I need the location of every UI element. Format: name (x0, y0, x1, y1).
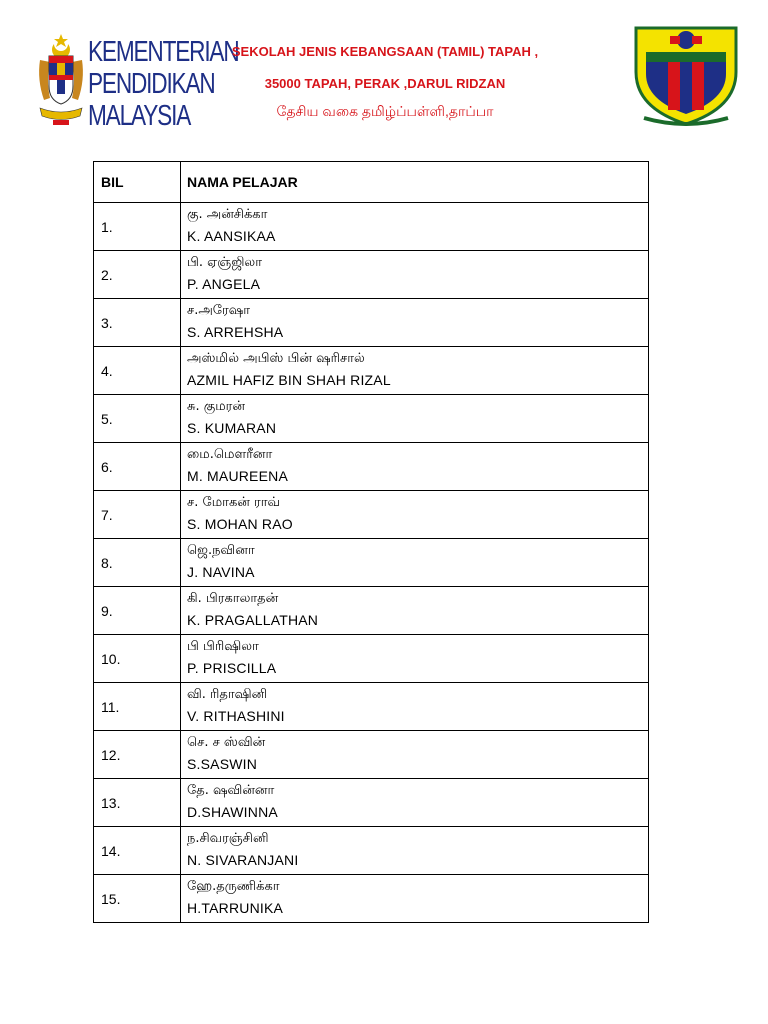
student-name-latin: V. RITHASHINI (187, 708, 285, 724)
ministry-logo-text (88, 36, 239, 132)
student-name-tamil: பி பிரிஷிலா (187, 639, 259, 654)
student-name-cell (181, 491, 649, 539)
header-bil: BIL (94, 162, 181, 203)
student-name-cell (181, 635, 649, 683)
table-row (94, 683, 649, 731)
student-name-cell (181, 539, 649, 587)
malaysia-coat-of-arms-icon (36, 30, 86, 135)
student-name-latin: S. KUMARAN (187, 420, 277, 436)
school-badge-icon (624, 22, 748, 126)
row-number: 4. (94, 347, 181, 395)
table-row (94, 491, 649, 539)
table-row (94, 731, 649, 779)
student-name-latin: D.SHAWINNA (187, 804, 278, 820)
page-header (0, 0, 768, 140)
table-row (94, 587, 649, 635)
table-row (94, 635, 649, 683)
student-name-cell (181, 875, 649, 923)
student-name-latin: S.SASWIN (187, 756, 258, 772)
student-name-cell (181, 683, 649, 731)
student-name-tamil: ஜெ.நவினா (187, 543, 255, 558)
student-list-table (93, 161, 649, 923)
table-row (94, 395, 649, 443)
row-number: 11. (94, 683, 181, 731)
table-row (94, 299, 649, 347)
student-name-tamil: ச. மோகன் ராவ் (187, 495, 280, 510)
student-name-cell (181, 347, 649, 395)
row-number: 3. (94, 299, 181, 347)
school-name: SEKOLAH JENIS KEBANGSAAN (TAMIL) TAPAH , (231, 44, 539, 59)
student-name-tamil: ச.அரேஷா (187, 303, 251, 318)
student-name-tamil: கு. அன்சிக்கா (187, 207, 268, 222)
student-name-cell (181, 251, 649, 299)
student-name-cell (181, 443, 649, 491)
student-name-tamil: செ. ச ஸ்வின் (187, 735, 266, 750)
table-row (94, 539, 649, 587)
row-number: 8. (94, 539, 181, 587)
student-name-tamil: அஸ்மில் அபிஸ் பின் ஷரிசால் (187, 351, 365, 366)
ministry-logo-line: MALAYSIA (88, 100, 191, 132)
student-name-latin: N. SIVARANJANI (187, 852, 299, 868)
student-name-tamil: கி. பிரகாலாதன் (187, 591, 279, 606)
table-row (94, 875, 649, 923)
row-number: 13. (94, 779, 181, 827)
table-row (94, 827, 649, 875)
student-name-tamil: வி. ரிதாஷினி (187, 687, 268, 702)
student-name-tamil: ஹே.தருணிக்கா (187, 879, 280, 894)
student-name-latin: M. MAUREENA (187, 468, 288, 484)
ministry-logo-line: KEMENTERIAN (88, 36, 239, 68)
student-name-cell (181, 395, 649, 443)
ministry-logo-line: PENDIDIKAN (88, 68, 215, 100)
table-row (94, 251, 649, 299)
row-number: 5. (94, 395, 181, 443)
student-name-cell (181, 731, 649, 779)
student-name-latin: S. ARREHSHA (187, 324, 284, 340)
student-name-tamil: தே. ஷவின்னா (187, 783, 275, 798)
student-name-tamil: ந.சிவரஞ்சினி (187, 831, 269, 846)
row-number: 2. (94, 251, 181, 299)
row-number: 10. (94, 635, 181, 683)
row-number: 15. (94, 875, 181, 923)
student-name-tamil: பி. ஏஞ்ஜிலா (187, 255, 263, 270)
student-name-cell (181, 203, 649, 251)
school-info (220, 44, 550, 120)
student-name-latin: P. PRISCILLA (187, 660, 277, 676)
student-name-tamil: சு. குமரன் (187, 399, 246, 414)
student-name-latin: AZMIL HAFIZ BIN SHAH RIZAL (187, 372, 391, 388)
row-number: 14. (94, 827, 181, 875)
row-number: 12. (94, 731, 181, 779)
student-name-latin: S. MOHAN RAO (187, 516, 293, 532)
school-address: 35000 TAPAH, PERAK ,DARUL RIDZAN (264, 76, 506, 91)
header-name: NAMA PELAJAR (181, 162, 649, 203)
student-name-latin: H.TARRUNIKA (187, 900, 284, 916)
student-name-tamil: மை.மெளரீனா (187, 447, 273, 462)
table-row (94, 347, 649, 395)
row-number: 9. (94, 587, 181, 635)
table-header-row (94, 162, 649, 203)
student-name-cell (181, 779, 649, 827)
table-row (94, 443, 649, 491)
student-name-latin: J. NAVINA (187, 564, 255, 580)
row-number: 1. (94, 203, 181, 251)
row-number: 6. (94, 443, 181, 491)
table-row (94, 779, 649, 827)
row-number: 7. (94, 491, 181, 539)
school-name-tamil: தேசிய வகை தமிழ்ப்பள்ளி,தாப்பா (276, 103, 494, 119)
student-name-cell (181, 299, 649, 347)
student-name-latin: P. ANGELA (187, 276, 261, 292)
table-row (94, 203, 649, 251)
student-name-cell (181, 827, 649, 875)
student-name-cell (181, 587, 649, 635)
ministry-logo (36, 30, 239, 138)
student-name-latin: K. AANSIKAA (187, 228, 276, 244)
student-name-latin: K. PRAGALLATHAN (187, 612, 319, 628)
